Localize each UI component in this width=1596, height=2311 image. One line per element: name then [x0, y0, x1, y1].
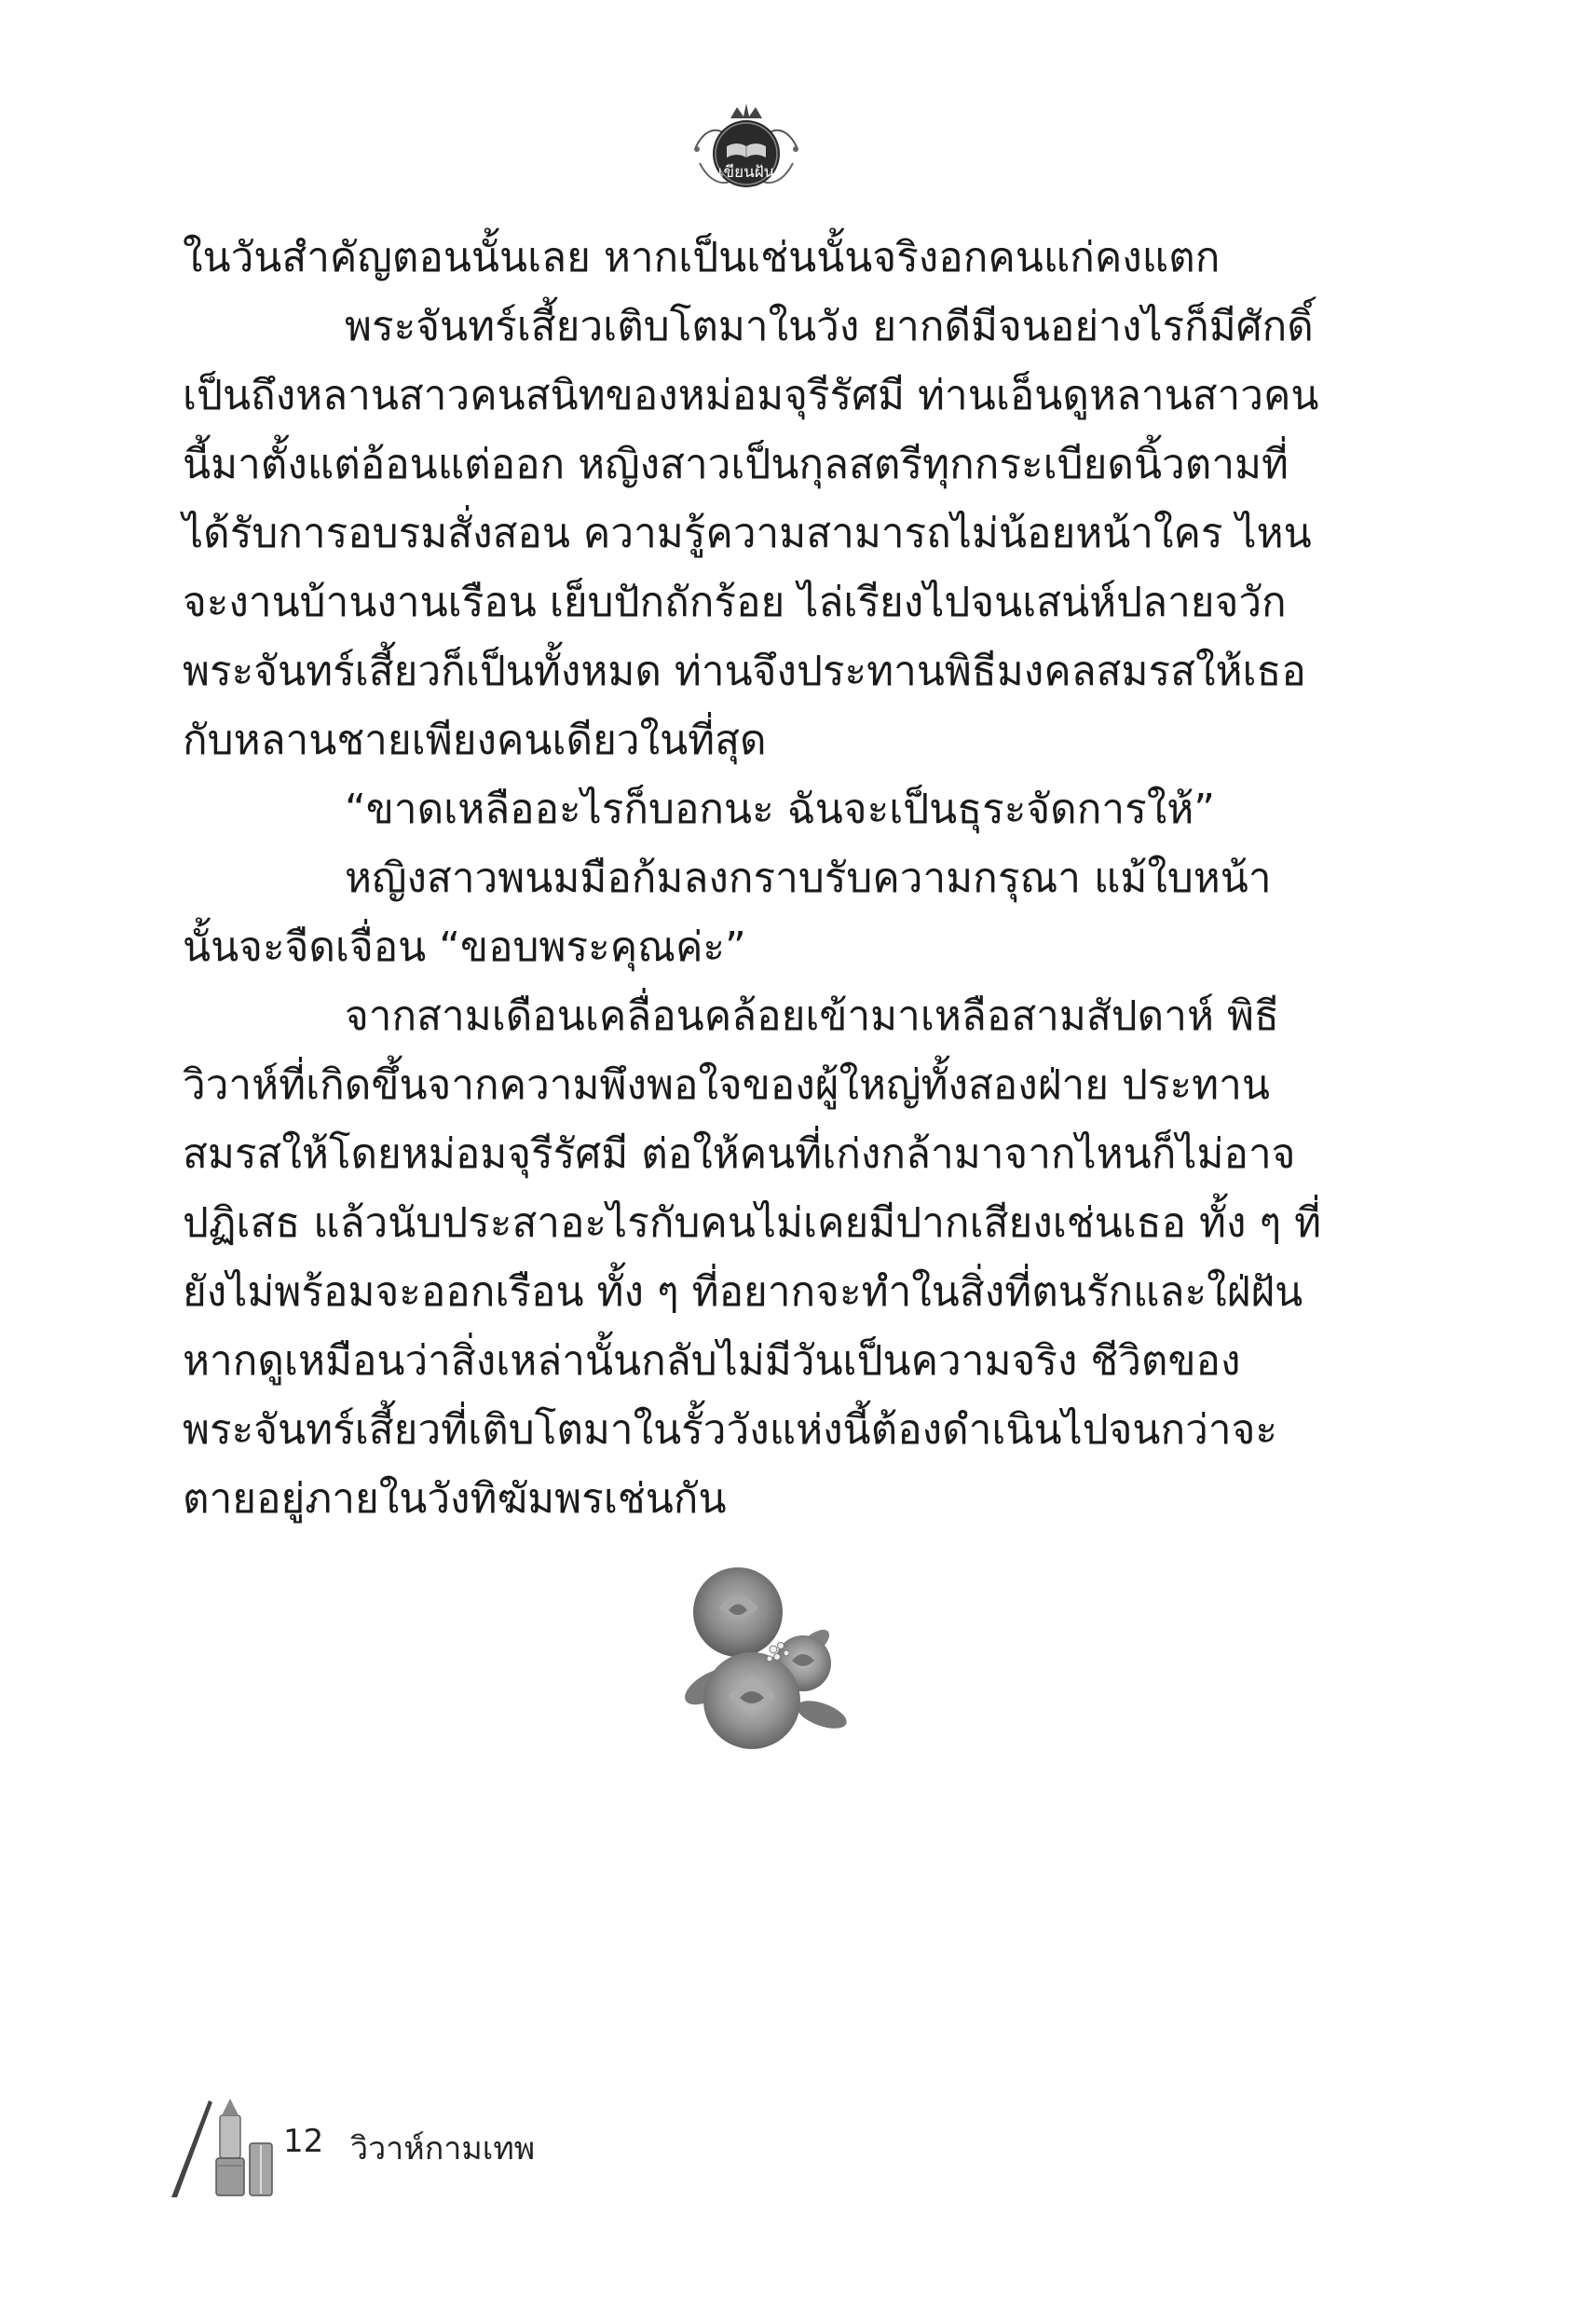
paragraph: “ขาดเหลืออะไรก็บอกนะ ฉันจะเป็นธุระจัดการให้”: [345, 786, 1215, 833]
lipstick-icon: [164, 2097, 285, 2199]
ornament-crest-icon: [686, 98, 807, 200]
body-text: [183, 224, 1324, 1534]
paragraph: หญิงสาวพนมมือก้มลงกราบรับความกรุณา แม้ใบหน้านั้นจะจืดเจื่อน “ขอบพระคุณค่ะ”: [183, 855, 1272, 971]
logo-text: เขียนฝัน: [717, 163, 775, 182]
paragraph: จากสามเดือนเคลื่อนคล้อยเข้ามาเหลือสามสัปดาห์ พิธีวิวาห์ที่เกิดขึ้นจากความพึงพอใจของผู้ใหญ่ทั้งสองฝ่าย ประทานสมรสให้โดยหม่อมจุรีรัศมี ต่อให้คนที่เก่งกล้ามาจากไหนก็ไม่อาจปฏิเสธ แล้วนับประสาอะไรกับคนไม่เคยมีปากเสียงเช่นเธอ ทั้ง ๆ ที่ยังไม่พร้อมจะออกเรือน ทั้ง ๆ ที่อยากจะทำในสิ่งที่ตนรักและใฝ่ฝัน หากดูเหมือนว่าสิ่งเหล่านั้นกลับไม่มีวันเป็นความจริง ชีวิตของพระจันทร์เสี้ยวที่เติบโตมาในรั้ววังแห่งนี้ต้องดำเนินไปจนกว่าจะตายอยู่ภายในวังทิฆัมพรเช่นกัน: [183, 992, 1322, 1523]
rose-illustration: [673, 1556, 850, 1757]
header-logo: [686, 98, 807, 200]
page-number: 12: [283, 2123, 324, 2160]
book-title: วิวาห์กามเทพ: [350, 2130, 536, 2167]
page-footer: [164, 2097, 723, 2199]
paragraph: ในวันสำคัญตอนนั้นเลย หากเป็นเช่นนั้นจริงอกคนแก่คงแตก: [183, 234, 1221, 281]
rose-icon: [673, 1556, 850, 1757]
paragraph: พระจันทร์เสี้ยวเติบโตมาในวัง ยากดีมีจนอย่างไรก็มีศักดิ์เป็นถึงหลานสาวคนสนิทของหม่อมจุรีรัศมี ท่านเอ็นดูหลานสาวคนนี้มาตั้งแต่อ้อนแต่ออก หญิงสาวเป็นกุลสตรีทุกกระเบียดนิ้วตามที่ได้รับการอบรมสั่งสอน ความรู้ความสามารถไม่น้อยหน้าใคร ไหนจะงานบ้านงานเรือน เย็บปักถักร้อย ไล่เรียงไปจนเสน่ห์ปลายจวัก พระจันทร์เสี้ยวก็เป็นทั้งหมด ท่านจึงประทานพิธีมงคลสมรสให้เธอกับหลานชายเพียงคนเดียวในที่สุด: [183, 303, 1319, 764]
